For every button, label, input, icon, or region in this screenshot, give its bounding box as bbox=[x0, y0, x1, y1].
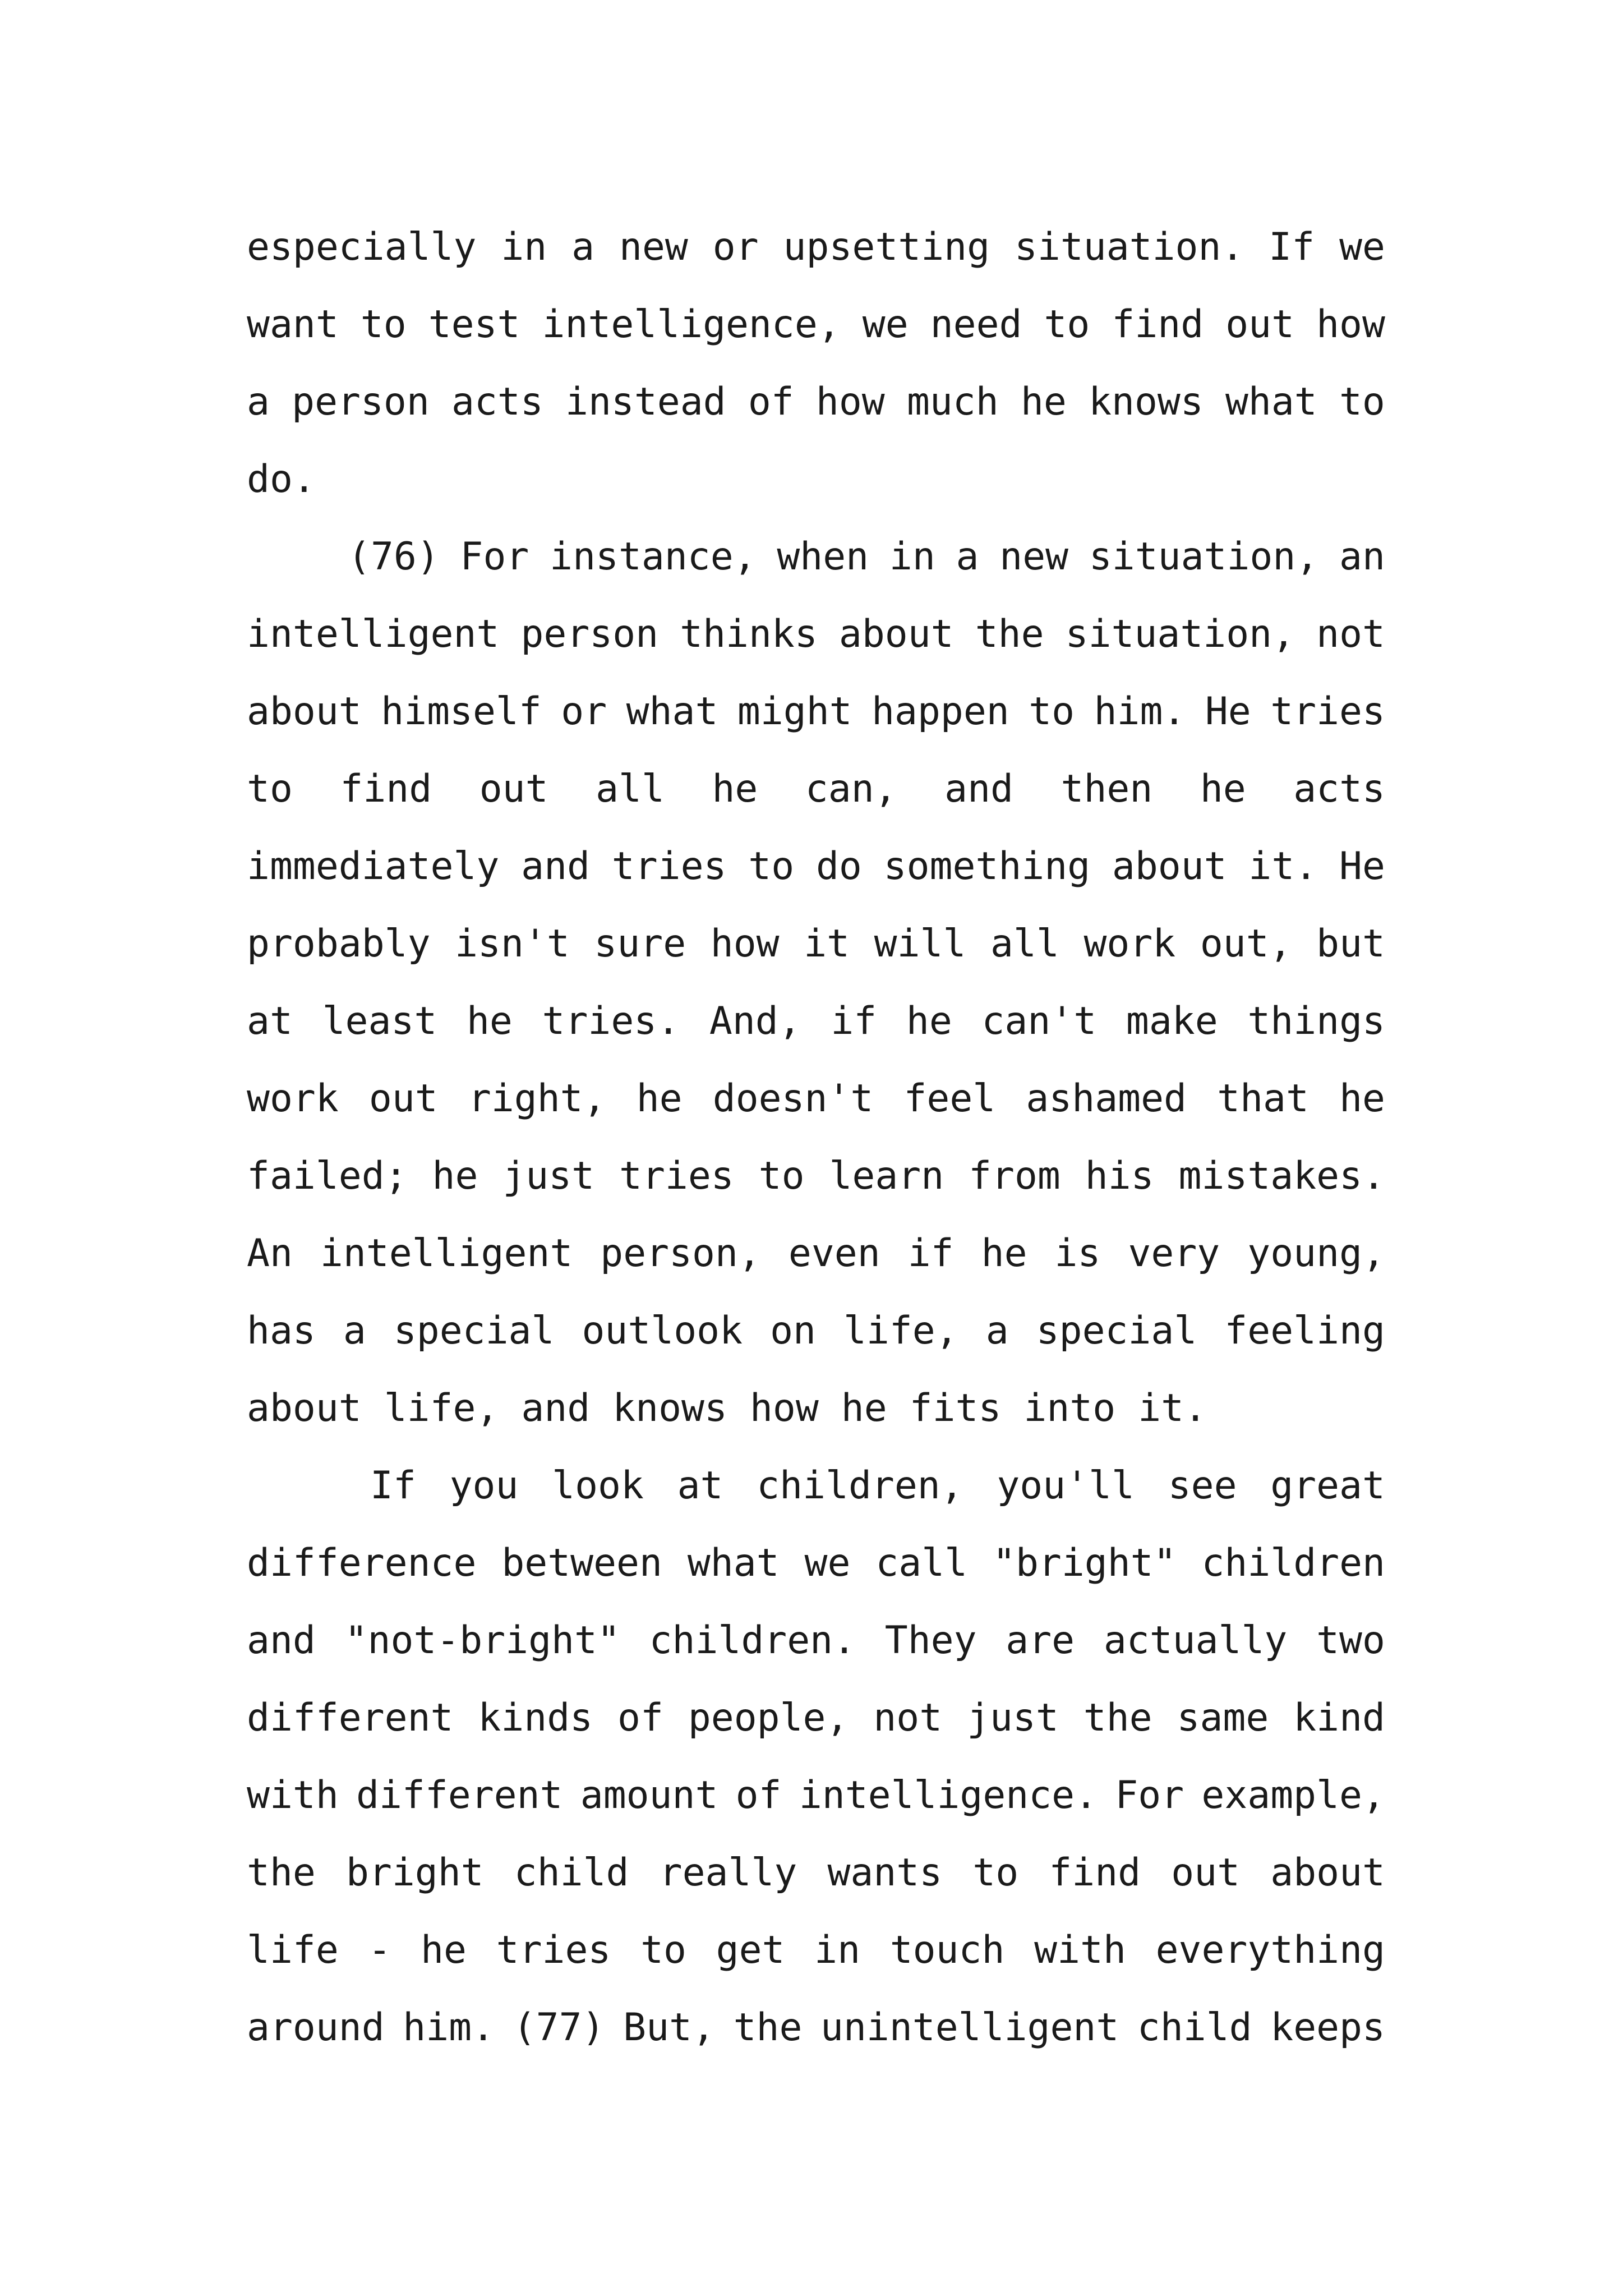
word: find bbox=[1112, 302, 1204, 347]
word: it. bbox=[1138, 1386, 1207, 1430]
word: fits bbox=[909, 1386, 1002, 1430]
word: bright bbox=[345, 1851, 484, 1895]
word: a bbox=[343, 1309, 366, 1353]
word: with bbox=[1034, 1928, 1126, 1972]
word: how bbox=[749, 1386, 819, 1430]
word: he bbox=[1200, 767, 1246, 811]
word: he bbox=[906, 999, 952, 1043]
word: all bbox=[596, 767, 665, 811]
word: we bbox=[1339, 225, 1385, 269]
word: person, bbox=[600, 1231, 761, 1276]
word: and bbox=[521, 844, 590, 889]
word: happen bbox=[872, 689, 1009, 734]
word: make bbox=[1126, 999, 1218, 1043]
word: intelligence. bbox=[799, 1773, 1098, 1818]
word: tries bbox=[619, 1154, 734, 1198]
word: ashamed bbox=[1026, 1076, 1187, 1121]
word: but bbox=[1316, 922, 1385, 966]
word: (77) bbox=[513, 2005, 605, 2050]
word: tries. bbox=[542, 999, 680, 1043]
word: to bbox=[758, 1154, 805, 1198]
word: a bbox=[247, 380, 270, 424]
word: and bbox=[944, 767, 1013, 811]
word: intelligent bbox=[320, 1231, 573, 1276]
word: everything bbox=[1155, 1928, 1385, 1972]
word: are bbox=[1006, 1618, 1075, 1663]
word: find bbox=[340, 767, 432, 811]
word: of bbox=[617, 1696, 663, 1740]
text-line bbox=[247, 1602, 1385, 1680]
word: how bbox=[710, 922, 780, 966]
word: in bbox=[889, 535, 935, 579]
word: can't bbox=[981, 999, 1097, 1043]
word: different bbox=[247, 1696, 454, 1740]
word: about bbox=[1270, 1851, 1385, 1895]
word: do. bbox=[247, 457, 316, 501]
word: how bbox=[815, 380, 885, 424]
word: intelligence, bbox=[542, 302, 841, 347]
word: knows bbox=[612, 1386, 727, 1430]
word: something bbox=[883, 844, 1091, 889]
text-line bbox=[247, 751, 1385, 828]
word: his bbox=[1085, 1154, 1154, 1198]
word: life, bbox=[843, 1309, 958, 1353]
word: see bbox=[1168, 1464, 1237, 1508]
word: different bbox=[356, 1773, 563, 1818]
word: knows bbox=[1089, 380, 1204, 424]
word: what bbox=[687, 1541, 780, 1585]
word: get bbox=[716, 1928, 785, 1972]
word: the bbox=[975, 612, 1044, 656]
word: then bbox=[1061, 767, 1153, 811]
word: same bbox=[1177, 1696, 1269, 1740]
word: might bbox=[737, 689, 852, 734]
paragraph-2 bbox=[247, 518, 1385, 1447]
text-line bbox=[247, 1912, 1385, 1989]
word: around bbox=[247, 2005, 385, 2050]
word: to bbox=[1029, 689, 1075, 734]
text-line bbox=[247, 905, 1385, 983]
word: especially bbox=[247, 225, 477, 269]
word: test bbox=[428, 302, 520, 347]
text-line bbox=[247, 1757, 1385, 1834]
word: touch bbox=[889, 1928, 1005, 1972]
word: new bbox=[999, 535, 1069, 579]
word: very bbox=[1128, 1231, 1220, 1276]
word: at bbox=[677, 1464, 723, 1508]
word: can, bbox=[805, 767, 897, 811]
word: things bbox=[1247, 999, 1385, 1043]
word: "bright" bbox=[993, 1541, 1177, 1585]
word: special bbox=[1036, 1309, 1197, 1353]
word: about bbox=[838, 612, 954, 656]
word: even bbox=[788, 1231, 880, 1276]
word: thinks bbox=[680, 612, 818, 656]
word: not bbox=[1316, 612, 1385, 656]
word: actually bbox=[1103, 1618, 1288, 1663]
word: great bbox=[1270, 1464, 1385, 1508]
word: new bbox=[619, 225, 688, 269]
word: we bbox=[804, 1541, 851, 1585]
word: he bbox=[1020, 380, 1067, 424]
word: They bbox=[884, 1618, 977, 1663]
word: want bbox=[247, 302, 339, 347]
word: life, bbox=[384, 1386, 499, 1430]
word: just bbox=[967, 1696, 1059, 1740]
word: really bbox=[659, 1851, 797, 1895]
text-line bbox=[247, 1138, 1385, 1215]
word: difference bbox=[247, 1541, 477, 1585]
word: life bbox=[247, 1928, 339, 1972]
document-page bbox=[247, 209, 1385, 2067]
word: him. bbox=[403, 2005, 495, 2050]
text-line bbox=[247, 596, 1385, 673]
word: kinds bbox=[478, 1696, 593, 1740]
word: all bbox=[990, 922, 1059, 966]
word: of bbox=[735, 1773, 782, 1818]
word: outlook bbox=[582, 1309, 743, 1353]
word: an bbox=[1339, 535, 1385, 579]
word: doesn't bbox=[712, 1076, 874, 1121]
word: on bbox=[770, 1309, 816, 1353]
text-line bbox=[247, 286, 1385, 364]
text-line bbox=[247, 673, 1385, 751]
word: to bbox=[748, 844, 795, 889]
word: learn bbox=[829, 1154, 944, 1198]
word: from bbox=[969, 1154, 1061, 1198]
word: For bbox=[1115, 1773, 1184, 1818]
word: immediately bbox=[247, 844, 500, 889]
word: a bbox=[571, 225, 595, 269]
word: If bbox=[370, 1464, 416, 1508]
word: instead bbox=[565, 380, 726, 424]
word: If bbox=[1269, 225, 1315, 269]
word: and bbox=[247, 1618, 316, 1663]
word: out bbox=[1171, 1851, 1241, 1895]
word: he bbox=[636, 1076, 683, 1121]
word: instance, bbox=[550, 535, 757, 579]
word: has bbox=[247, 1309, 316, 1353]
word: a bbox=[985, 1309, 1009, 1353]
text-line bbox=[247, 983, 1385, 1060]
word: unintelligent bbox=[820, 2005, 1119, 2050]
word: to bbox=[640, 1928, 686, 1972]
word: situation, bbox=[1065, 612, 1295, 656]
word: mistakes. bbox=[1178, 1154, 1385, 1198]
text-line bbox=[247, 518, 1385, 596]
word: is bbox=[1054, 1231, 1101, 1276]
word: do bbox=[815, 844, 862, 889]
word: out bbox=[368, 1076, 438, 1121]
word: to bbox=[972, 1851, 1019, 1895]
word: if bbox=[907, 1231, 954, 1276]
word: you bbox=[449, 1464, 519, 1508]
text-line bbox=[247, 441, 1385, 518]
word: if bbox=[831, 999, 877, 1043]
word: keeps bbox=[1270, 2005, 1385, 2050]
word: what bbox=[626, 689, 718, 734]
text-line bbox=[247, 1989, 1385, 2067]
word: we bbox=[862, 302, 909, 347]
word: find bbox=[1049, 1851, 1141, 1895]
word: it. bbox=[1248, 844, 1318, 889]
word: out bbox=[1225, 302, 1295, 347]
word: out bbox=[479, 767, 548, 811]
word: not bbox=[873, 1696, 943, 1740]
word: he bbox=[841, 1386, 887, 1430]
word: it bbox=[804, 922, 850, 966]
word: the bbox=[733, 2005, 803, 2050]
word: feel bbox=[903, 1076, 996, 1121]
text-line bbox=[247, 1215, 1385, 1292]
word: wants bbox=[827, 1851, 943, 1895]
word: But, bbox=[623, 2005, 715, 2050]
text-line bbox=[247, 1834, 1385, 1912]
word: child bbox=[514, 1851, 629, 1895]
word: in bbox=[501, 225, 547, 269]
word: feeling bbox=[1224, 1309, 1385, 1353]
word: when bbox=[777, 535, 869, 579]
word: the bbox=[1083, 1696, 1152, 1740]
word: him. bbox=[1094, 689, 1186, 734]
word: to bbox=[247, 767, 293, 811]
word: (76) bbox=[348, 535, 440, 579]
word: example, bbox=[1201, 1773, 1385, 1818]
word: himself bbox=[381, 689, 542, 734]
word: right, bbox=[468, 1076, 606, 1121]
word: a bbox=[956, 535, 979, 579]
word: about bbox=[247, 1386, 362, 1430]
word: need bbox=[930, 302, 1022, 347]
word: will bbox=[874, 922, 966, 966]
word: what bbox=[1225, 380, 1317, 424]
word: An bbox=[247, 1231, 293, 1276]
text-line bbox=[247, 1060, 1385, 1138]
word: much bbox=[906, 380, 999, 424]
word: situation, bbox=[1089, 535, 1319, 579]
word: - bbox=[368, 1928, 391, 1972]
word: person bbox=[520, 612, 659, 656]
word: young, bbox=[1247, 1231, 1385, 1276]
text-line bbox=[247, 1447, 1385, 1525]
word: with bbox=[247, 1773, 339, 1818]
word: He bbox=[1205, 689, 1251, 734]
word: isn't bbox=[455, 922, 570, 966]
word: tries bbox=[496, 1928, 611, 1972]
word: intelligent bbox=[247, 612, 500, 656]
word: person bbox=[292, 380, 430, 424]
word: least bbox=[322, 999, 437, 1043]
word: about bbox=[247, 689, 362, 734]
word: children. bbox=[649, 1618, 856, 1663]
word: tries bbox=[611, 844, 727, 889]
text-line bbox=[247, 1680, 1385, 1757]
word: out, bbox=[1200, 922, 1292, 966]
text-line bbox=[247, 209, 1385, 286]
word: look bbox=[552, 1464, 644, 1508]
word: to bbox=[360, 302, 407, 347]
word: the bbox=[247, 1851, 316, 1895]
text-line bbox=[247, 1292, 1385, 1370]
word: work bbox=[247, 1076, 339, 1121]
word: he bbox=[712, 767, 758, 811]
word: or bbox=[712, 225, 759, 269]
word: people, bbox=[688, 1696, 849, 1740]
word: children, bbox=[757, 1464, 963, 1508]
word: to bbox=[1044, 302, 1090, 347]
word: acts bbox=[1293, 767, 1385, 811]
word: kind bbox=[1293, 1696, 1385, 1740]
word: He bbox=[1339, 844, 1385, 889]
word: upsetting bbox=[783, 225, 990, 269]
word: into bbox=[1023, 1386, 1116, 1430]
word: children bbox=[1201, 1541, 1385, 1585]
word: "not-bright" bbox=[344, 1618, 620, 1663]
paragraph-1 bbox=[247, 209, 1385, 518]
word: sure bbox=[594, 922, 686, 966]
word: in bbox=[814, 1928, 861, 1972]
text-line bbox=[247, 1525, 1385, 1602]
word: tries bbox=[1270, 689, 1385, 734]
word: of bbox=[748, 380, 794, 424]
word: at bbox=[247, 999, 293, 1043]
word: and bbox=[521, 1386, 591, 1430]
word: to bbox=[1339, 380, 1385, 424]
word: And, bbox=[709, 999, 801, 1043]
word: failed; bbox=[247, 1154, 408, 1198]
word: special bbox=[393, 1309, 555, 1353]
word: he bbox=[981, 1231, 1027, 1276]
word: he bbox=[432, 1154, 478, 1198]
word: how bbox=[1316, 302, 1385, 347]
word: you'll bbox=[997, 1464, 1135, 1508]
word: between bbox=[501, 1541, 662, 1585]
word: about bbox=[1112, 844, 1227, 889]
text-line bbox=[247, 1370, 1385, 1447]
word: or bbox=[561, 689, 607, 734]
word: work bbox=[1083, 922, 1176, 966]
word: that bbox=[1217, 1076, 1309, 1121]
word: call bbox=[875, 1541, 968, 1585]
word: acts bbox=[451, 380, 543, 424]
text-line bbox=[247, 828, 1385, 905]
word: he bbox=[1339, 1076, 1385, 1121]
word: two bbox=[1316, 1618, 1385, 1663]
word: he bbox=[466, 999, 513, 1043]
paragraph-3 bbox=[247, 1447, 1385, 2067]
word: For bbox=[460, 535, 529, 579]
word: he bbox=[421, 1928, 467, 1972]
word: child bbox=[1137, 2005, 1252, 2050]
word: just bbox=[502, 1154, 595, 1198]
word: situation. bbox=[1014, 225, 1244, 269]
word: amount bbox=[580, 1773, 718, 1818]
word: probably bbox=[247, 922, 431, 966]
text-line bbox=[247, 364, 1385, 441]
